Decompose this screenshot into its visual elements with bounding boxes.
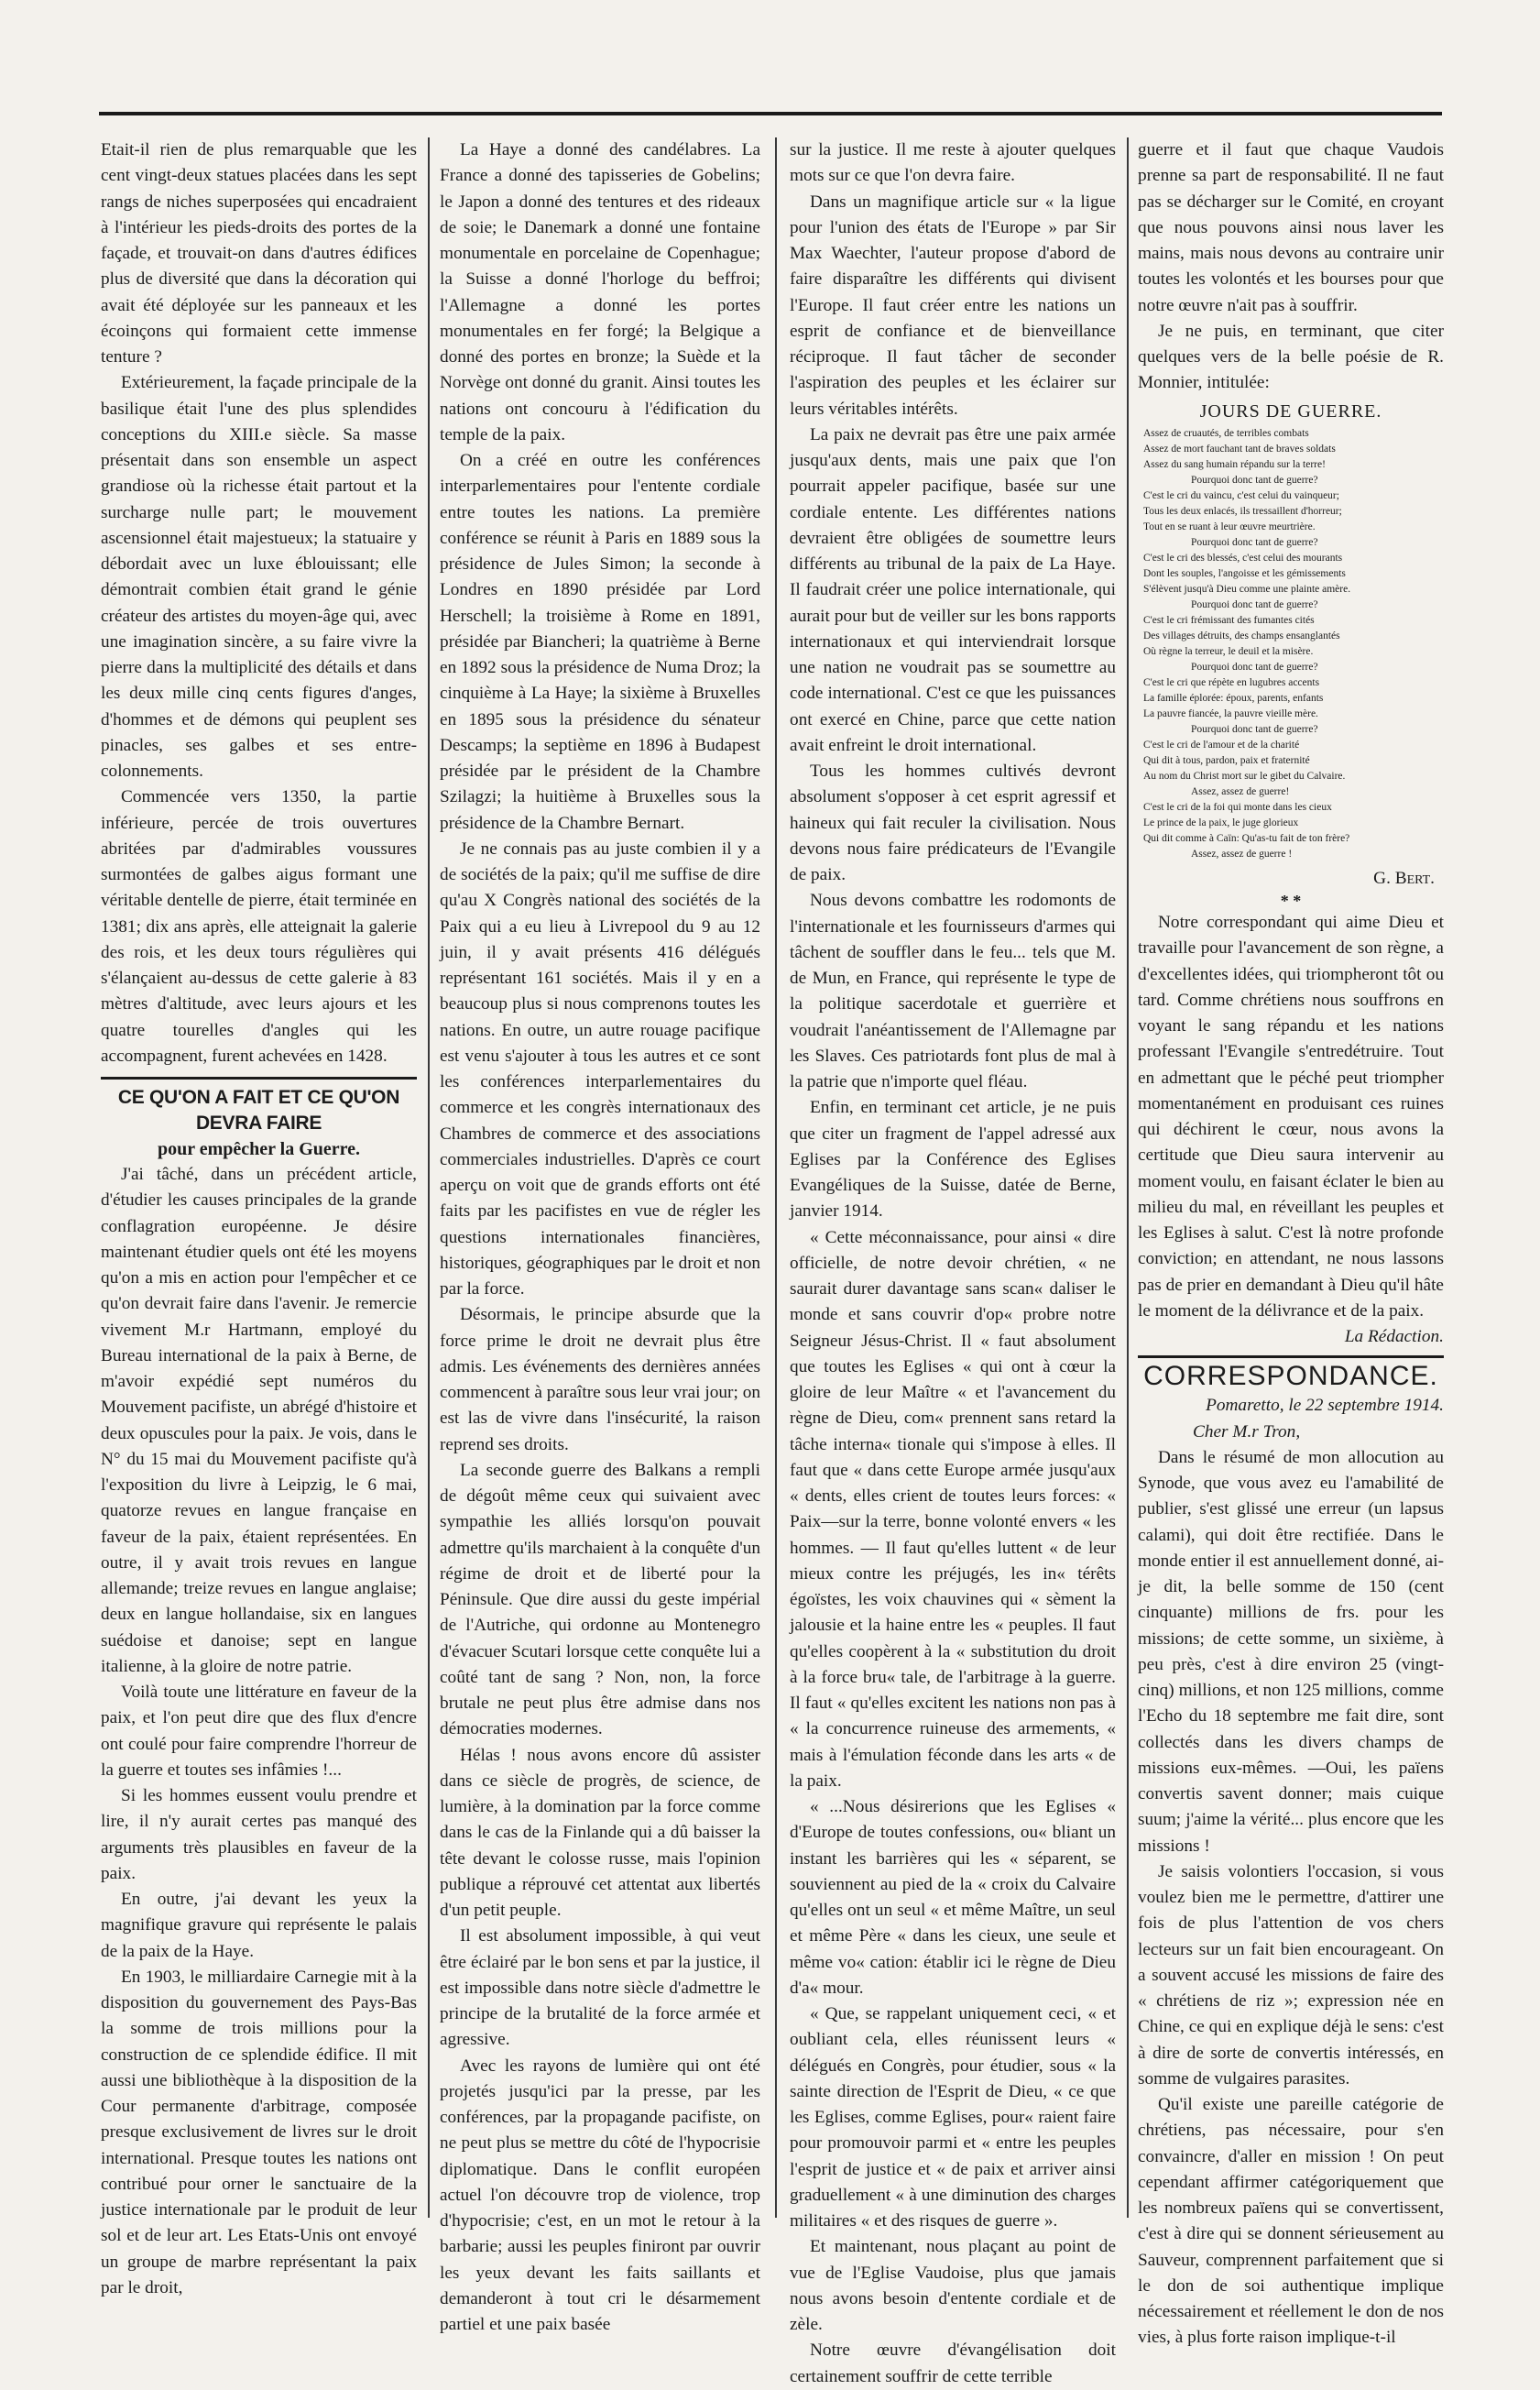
paragraph: On a créé en outre les conférences interparlementaires pour l'entente cordiale entre toutes les nations. La première conférence se réunit à Paris en 1889 sous la présidence de Jules Simon; la seconde à Londres en 1890 présidée par Lord Herschell; la troisième à Rome en 1891, présidée par Biancheri; la quatrième à Berne en 1892 sous la présidence de Numa Droz; la cinquième à La Haye; la sixième à Bruxelles en 1895 sous la présidence du sénateur Descamps; la septième en 1896 à Budapest présidée par le président de la Chambre Szilagzi; la huitième à Bruxelles sous la présidence de la Chambre Bernart. [440, 451, 760, 833]
letter-dateline: Pomaretto, le 22 septembre 1914. [1206, 1396, 1444, 1416]
poem-line: Pourquoi donc tant de guerre? [1191, 723, 1318, 735]
column-divider [428, 137, 430, 2218]
poem-line: La pauvre fiancée, la pauvre vieille mère. [1143, 707, 1318, 719]
paragraph: Dans un magnifique article sur « la ligue pour l'union des états de l'Europe » par Sir Max Waechter, l'auteur propose d'abord de faire disparaître les différents qui divisent l'Europe. Il faut créer entre les nations un esprit de confiance et de bienveillance réciproque. Il faut tâcher de seconder l'aspiration des peuples et les éclairer sur leurs véritables intérêts. [790, 192, 1116, 419]
poem [1143, 426, 1444, 862]
paragraph: Tous les hommes cultivés devront absolument s'opposer à cet esprit agressif et haineux qui fait reculer la civilisation. Nous devons nous faire prédicateurs de l'Evangile de paix. [790, 762, 1116, 884]
poem-line: Assez du sang humain répandu sur la terre! [1143, 458, 1326, 470]
poem-line: Assez de cruautés, de terribles combats [1143, 427, 1309, 439]
paragraph: sur la justice. Il me reste à ajouter quelques mots sur ce que l'on devra faire. [790, 140, 1116, 186]
paragraph: Avec les rayons de lumière qui ont été projetés jusqu'ici par la presse, par les conférences, par la propagande pacifiste, on ne peut plus se mettre du côté de l'hypocrisie diplomatique. Dans le conflit européen actuel l'on découvre trop de violence, trop d'hypocrisie; c'est, en un mot le retour à la barbarie; aussi les peuples finiront par ouvrir les yeux devant les faits saillants et demanderont à tout cri le désarmement partiel et une paix basée [440, 2056, 760, 2334]
paragraph: guerre et il faut que chaque Vaudois prenne sa part de responsabilité. Il ne faut pas se décharger sur le Comité, en croyant que nous pouvons ainsi nous laver les mains, mais nous devons au contraire unir toutes les volontés et les bourses pour que notre œuvre n'ait pas à souffrir. [1138, 140, 1444, 315]
poem-line: Pourquoi donc tant de guerre? [1191, 661, 1318, 673]
paragraph: Voilà toute une littérature en faveur de la paix, et l'on peut dire que des flux d'encre ont coulé pour faire comprendre l'horreur de la guerre et toutes ses infâmies !... [101, 1683, 417, 1780]
paragraph: Qu'il existe une pareille catégorie de chrétiens, pas nécessaire, pour s'en convaincre, d'aller en mission ! On peut cependant affirmer catégoriquement que les nombreux païens qui se convertissent, c'est à dire qui se donnent sérieusement au Sauveur, comprennent parfaitement que si le don de soi authentique implique nécessairement et réellement le don de nos vies, à plus forte raison implique-t-il [1138, 2095, 1444, 2348]
section-rule [1138, 1355, 1444, 1358]
paragraph: Dans le résumé de mon allocution au Synode, que vous avez eu l'amabilité de publier, s'est glissé une erreur (un lapsus calami), qui doit être rectifiée. Dans le monde entier il est annuellement donné, ai-je dit, la belle somme de 150 (cent cinquante) millions de frs. pour les missions; de cette somme, un sixième, à peu près, c'est à dire environ 25 (vingt-cinq) millions, et non 125 millions, comme l'Echo du 18 septembre me fait dire, sont collectés dans les divers champs de missions eux-mêmes. —Oui, les païens convertis savent donner; mais cuique suum; j'aime la vérité... plus encore que les missions ! [1138, 1447, 1444, 1856]
poem-line: Des villages détruits, des champs ensanglantés [1143, 630, 1340, 641]
top-rule [99, 112, 1442, 115]
paragraph: Je ne puis, en terminant, que citer quelques vers de la belle poésie de R. Monnier, intitulée: [1138, 321, 1444, 393]
paragraph: J'ai tâché, dans un précédent article, d'étudier les causes principales de la grande conflagration européenne. Je désire maintenant étudier quels ont été les moyens qu'on a mis en action pour l'empêcher et ce qu'on devrait faire dans l'avenir. Je remercie vivement M.r Hartmann, employé du Bureau international de la paix à Berne, de m'avoir expédié sept numéros du Mouvement pacifiste, un abrégé d'histoire et deux opuscules pour la paix. Je vois, dans le N° du 15 mai du Mouvement pacifiste qu'à l'exposition du livre à Leipzig, le 6 mai, quatorze revues en langue française en faveur de la paix, étaient représentées. En outre, il y avait trois revues en langue allemande; treize revues en langue anglaise; deux en langue hollandaise, six en langues suédoise et danoise; sept en langue italienne, à la gloire de notre patrie. [101, 1165, 417, 1676]
poem-line: Au nom du Christ mort sur le gibet du Calvaire. [1143, 770, 1346, 782]
editorial-note: Notre correspondant qui aime Dieu et travaille pour l'avancement de son règne, a d'excellentes idées, qui triompheront tôt ou tard. Comme chrétiens nous souffrons en voyant le sang répandu et les nations professant l'Evangile s'entredétruire. Tout en admettant que le péché peut triompher momentanément en produisant ces ruines qui déchirent le cœur, nous avons la certitude que Dieu saura intervenir au moment voulu, en faisant éclater le bien au milieu du mal, en réveillant les peuples et les Eglises à salut. C'est là notre profonde conviction; en attendant, ne nous lassons pas de prier en demandant à Dieu qu'il hâte le moment de la délivrance et de la paix. [1138, 913, 1444, 1321]
paragraph: Nous devons combattre les rodomonts de l'internationale et les fournisseurs d'armes qui tâchent de souffler dans le feu... tels que M. de Mun, en France, qui représente le type de la politique sacerdotale et guerrière et voudrait l'anéantissement de l'Allemagne par les Slaves. Ces patriotards font plus de mal à la patrie que n'importe quel fléau. [790, 891, 1116, 1091]
paragraph: Désormais, le principe absurde que la force prime le droit ne devrait plus être admis. Les événements des dernières années commencent à paraître sous leur vrai jour; on est las de vivre dans l'insécurité, la raison reprend ses droits. [440, 1305, 760, 1454]
editorial-signature: La Rédaction. [1344, 1327, 1444, 1346]
paragraph: Commencée vers 1350, la partie inférieure, percée de trois ouvertures abritées par d'admirables voussures surmontées de galbes aigus formant une véritable dentelle de pierre, était terminée en 1381; dix ans après, elle atteignait la galerie des rois, et les deux tours régulières qui s'élançaient au-dessus de cette galerie à 83 mètres d'altitude, avec leurs ajours et les quatre tourelles d'angles qui les accompagnent, furent achevées en 1428. [101, 787, 417, 1066]
quotation-paragraph: « ...Nous désirerions que les Eglises « d'Europe de toutes confessions, ou« bliant un instant les barrières qui les « séparent, se souviennent au pied de la « croix du Calvaire qu'elles ont un seul « et même Maître, un seul et même Père « dans les cieux, une seule et même vo« cation: établir ici le règne de Dieu d'a« mour. [790, 1797, 1116, 1998]
paragraph: La paix ne devrait pas être une paix armée jusqu'aux dents, mais une paix que l'on pourrait appeler pacifique, basée sur une cordiale entente. Les différentes nations devraient être obligées de soumettre leurs différents au tribunal de la paix de La Haye. Il faudrait créer une police internationale, qui aurait pour but de veiller sur les bons rapports internationaux et qui interviendrait lorsque une nation ne voudrait pas se soumettre au code international. C'est ce que les puissances ont exercé en Chine, parce que cette nation avait enfreint le droit international. [790, 424, 1116, 755]
section-rule [101, 1077, 417, 1080]
column-2 [440, 137, 760, 2334]
poem-line: Pourquoi donc tant de guerre? [1191, 474, 1318, 486]
paragraph: La Haye a donné des candélabres. La France a donné des tapisseries de Gobelins; le Japon a donné des tentures et des rideaux de soie; le Danemark a donné une fontaine monumentale en porcelaine de Copenhague; la Suisse a donné l'horloge du beffroi; l'Allemagne a donné les portes monumentales en fer forgé; la Belgique a donné des portes en bronze; la Suède et la Norvège ont donné du granit. Ainsi toutes les nations ont concouru à l'édification du temple de la paix. [440, 140, 760, 444]
poem-line: S'élèvent jusqu'à Dieu comme une plainte amère. [1143, 583, 1351, 595]
letter-salutation: Cher M.r Tron, [1193, 1421, 1301, 1442]
poem-line: C'est le cri de la foi qui monte dans les cieux [1143, 801, 1332, 813]
poem-line: Dont les souples, l'angoisse et les gémissements [1143, 567, 1346, 579]
column-1 [101, 137, 417, 2297]
column-divider [1127, 137, 1129, 2218]
poem-line: C'est le cri que répète en lugubres accents [1143, 676, 1320, 688]
poem-line: Qui dit comme à Caïn: Qu'as-tu fait de ton frère? [1143, 832, 1350, 844]
article-subhead: pour empêcher la Guerre. [157, 1139, 361, 1159]
paragraph: Notre œuvre d'évangélisation doit certainement souffrir de cette terrible [790, 2341, 1116, 2386]
poem-line: Tout en se ruant à leur œuvre meurtrière. [1143, 521, 1316, 532]
quotation-paragraph: « Cette méconnaissance, pour ainsi « dire officielle, de notre devoir chrétien, « ne saurait durer davantage sans scan« daliser le monde et sans couvrir d'op« probre notre Seigneur Jésus-Christ. Il « faut absolument que toutes les Eglises « qui ont à cœur la gloire de leur Maître « et l'avancement du règne de Dieu, com« prennent sans retard la tâche interna« tionale qui s'impose à elles. Il faut que « dans cette Europe armée jusqu'aux « dents, elles crient de toutes leurs forces: « Paix—sur la terre, bonne volonté envers « les hommes. — Il faut qu'elles luttent « de leur mieux contre les préjugés, les in« térêts égoïstes, les voix chauvines qui « sèment la jalousie et la haine entre les « peuples. Il faut qu'elles coopèrent à la « substitution du droit à la force bru« tale, de l'arbitrage à la guerre. Il faut « qu'elles excitent les nations non pas à « la concurrence ruineuse des armements, « mais à l'émulation féconde dans les arts « de la paix. [790, 1227, 1116, 1791]
column-3 [790, 137, 1116, 2386]
poem-line: Le prince de la paix, le juge glorieux [1143, 817, 1299, 828]
poem-line: La famille éplorée: époux, parents, enfants [1143, 692, 1324, 704]
poem-line: Qui dit à tous, pardon, paix et fraternité [1143, 754, 1310, 766]
paragraph: En 1903, le milliardaire Carnegie mit à la disposition du gouvernement des Pays-Bas la somme de trois millions pour la construction de ce splendide édifice. Il mit aussi une bibliothèque à la disposition de la Cour permanente d'arbitrage, composée presque exclusivement de livres sur le droit international. Presque toutes les nations ont contribué pour orner le sanctuaire de la justice internationale par le produit de leur sol et de leur art. Les Etats-Unis ont envoyé un groupe de marbre représentant la paix par le droit, [101, 1967, 417, 2297]
correspondance-heading: CORRESPONDANCE. [1143, 1361, 1438, 1392]
column-divider [775, 137, 777, 2218]
article-headline: CE QU'ON A FAIT ET CE QU'ON DEVRA FAIRE [117, 1087, 400, 1134]
paragraph: En outre, j'ai devant les yeux la magnifique gravure qui représente le palais de la paix de la Haye. [101, 1890, 417, 1961]
poem-line: Pourquoi donc tant de guerre? [1191, 598, 1318, 610]
poem-line: C'est le cri de l'amour et de la charité [1143, 739, 1300, 751]
poem-line: C'est le cri frémissant des fumantes cités [1143, 614, 1315, 626]
paragraph: La seconde guerre des Balkans a rempli de dégoût même ceux qui suivaient avec sympathie les alliés lorsqu'on pouvait admettre qu'ils marchaient à la conquête d'un régime de droit et de liberté pour la Péninsule. Que dire aussi du geste impérial de l'Autriche, qui ordonne au Montenegro d'évacuer Scutari lorsque cette conquête lui a coûté tant de sang ? Non, non, la force brutale ne peut plus être admise dans nos démocraties modernes. [440, 1460, 760, 1739]
poem-line: Où règne la terreur, le deuil et la misère. [1143, 645, 1314, 657]
poem-line: C'est le cri des blessés, c'est celui des mourants [1143, 552, 1343, 564]
paragraph: Je saisis volontiers l'occasion, si vous voulez bien me le permettre, d'attirer une fois de plus l'attention de vos chers lecteurs sur un fait bien encourageant. On a souvent accusé les missions de faire des « chrétiens de riz »; expression née en Chine, ce qui en explique déjà le sens: c'est à dire de sorte de convertis intéressés, en somme de vulgaires parasites. [1138, 1861, 1444, 2089]
poem-line: C'est le cri du vaincu, c'est celui du vainqueur; [1143, 489, 1339, 501]
quotation-paragraph: « Que, se rappelant uniquement ceci, « et oubliant cela, elles réunissent leurs « délégués en Congrès, pour étudier, sous « la sainte direction de l'Esprit de Dieu, « ce que les Eglises, comme Eglises, pour« raient faire pour promouvoir parmi et « entre les peuples l'esprit de justice et « de paix et arriver ainsi graduellement « à une diminution des charges militaires « et des risques de guerre ». [790, 2004, 1116, 2231]
poem-line: Assez, assez de guerre ! [1191, 848, 1293, 860]
column-4 [1138, 137, 1444, 2348]
paragraph: Hélas ! nous avons encore dû assister dans ce siècle de progrès, de science, de lumière, à la domination par la force comme dans le cas de la Finlande qui a dû baisser la tête devant le colosse russe, mais l'opinion publique a réprouvé cet attentat aux libertés d'un petit peuple. [440, 1745, 760, 1920]
poem-line: Assez, assez de guerre! [1191, 785, 1290, 797]
paragraph: Je ne connais pas au juste combien il y a de sociétés de la paix; qu'il me suffise de dire qu'au X Congrès national des sociétés de la Paix qui a eu lieu à Livrepool du 9 au 12 juin, il y avait présents 416 délégués représentant 161 sociétés. Mais il y en a beaucoup plus si nous comprenons toutes les nations. En outre, un autre rouage pacifique est venu s'ajouter à tous les autres et ce sont les conférences interparlementaires du commerce et les congrès internationaux des Chambres de commerce et des associations commerciales industrielles. D'après ce court aperçu on voit que de grands efforts ont été faits par les pacifistes en vue de régler les questions internationales financières, historiques, géographiques par le droit et non par la force. [440, 839, 760, 1299]
paragraph: Et maintenant, nous plaçant au point de vue de l'Eglise Vaudoise, plus que jamais nous avons besoin d'entente cordiale et de zèle. [790, 2237, 1116, 2334]
separator-asterism: * * [1280, 892, 1302, 910]
paragraph: Etait-il rien de plus remarquable que les cent vingt-deux statues placées dans les sept rangs de niches superposées qui encadraient à l'intérieur les pieds-droits des portes de la façade, et trouvait-on dans d'autres édifices plus de diversité que dans la décoration qui avait été déployée sur les panneaux et les écoinçons qui formaient cette immense tenture ? [101, 140, 417, 367]
poem-line: Tous les deux enlacés, ils tressaillent d'horreur; [1143, 505, 1342, 517]
paragraph: Il est absolument impossible, à qui veut être éclairé par le bon sens et par la justice, il est impossible dans notre siècle d'admettre le principe de la brutalité de la force armée et agressive. [440, 1926, 760, 2050]
paragraph: Si les hommes eussent voulu prendre et lire, il n'y aurait certes pas manqué des arguments très plausibles en faveur de la paix. [101, 1786, 417, 1883]
poem-line: Pourquoi donc tant de guerre? [1191, 536, 1318, 548]
poem-title: JOURS DE GUERRE. [1199, 400, 1382, 422]
paragraph: Enfin, en terminant cet article, je ne puis que citer un fragment de l'appel adressé aux Eglises par la Conférence des Eglises Evangéliques de la Suisse, datée de Berne, janvier 1914. [790, 1098, 1116, 1222]
poem-line: Assez de mort fauchant tant de braves soldats [1143, 443, 1336, 455]
poem-signature: G. Bert. [1373, 868, 1435, 888]
paragraph: Extérieurement, la façade principale de la basilique était l'une des plus splendides conceptions du XIII.e siècle. Sa masse présentait dans son ensemble un aspect grandiose où la richesse était partout et la surcharge nulle part; le mouvement ascensionnel était majestueux; la statuaire y débordait avec un luxe éblouissant; elle démontrait combien était grand le génie créateur des artistes du moyen-âge qui, avec une imagination sincère, a su faire vivre la pierre dans la multiplicité des détails et dans les deux mille cinq cents figures d'anges, d'hommes et de démons qui peuplent ses pinacles, ses galbes et ses entre-colonnements. [101, 373, 417, 781]
